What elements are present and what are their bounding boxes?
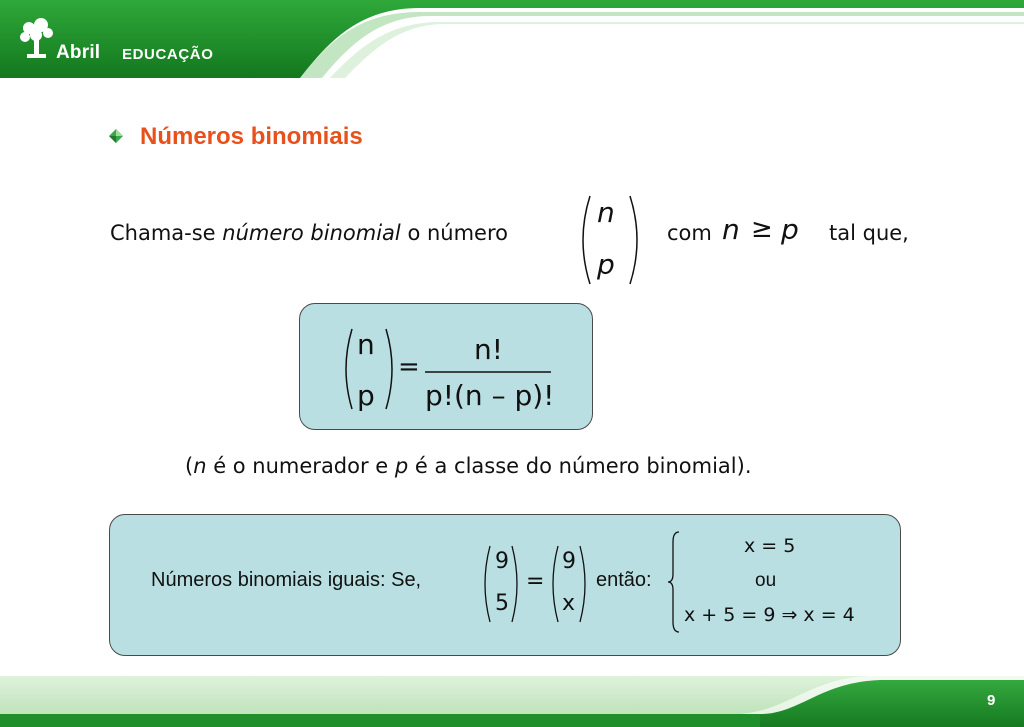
header-band: [0, 0, 1024, 78]
formula-lower: p: [357, 379, 375, 412]
page-number: 9: [987, 692, 996, 709]
left-binomial-upper: 9: [495, 549, 509, 574]
tree-logo-icon: [18, 16, 54, 60]
binomial-lower: p: [597, 248, 615, 281]
definition-prefix: Chama-se: [110, 221, 223, 245]
formula-equals: =: [398, 352, 420, 382]
formula-upper: n: [357, 328, 375, 361]
brand-name: Abril: [56, 42, 101, 63]
right-binomial-lower: x: [562, 591, 576, 616]
brand-subtitle: EDUCAÇÃO: [122, 46, 214, 63]
slide-title: Números binomiais: [140, 123, 363, 150]
fraction-bar: [425, 370, 553, 374]
diamond-bullet-icon: [108, 128, 124, 144]
note-n: n: [193, 454, 207, 478]
definition-term: número binomial: [222, 221, 401, 245]
note-open: (: [185, 454, 194, 478]
definition-mid: o número: [400, 221, 508, 245]
footer-background: [0, 670, 1024, 727]
note-sentence: [185, 454, 752, 478]
left-binomial-lower: 5: [495, 591, 509, 616]
binomial-upper: n: [597, 196, 615, 229]
note-part1: é o numerador e: [206, 454, 395, 478]
case-x-plus-5: x + 5 = 9 ⇒ x = 4: [684, 604, 855, 626]
condition-n: n: [722, 213, 740, 246]
right-binomial-upper: 9: [562, 549, 576, 574]
footer-band: [0, 670, 1024, 727]
definition-sentence: [110, 221, 508, 245]
formula-numerator: n!: [474, 333, 503, 366]
equal-binomials-equals: =: [526, 569, 545, 594]
equal-binomials-label: Números binomiais iguais: Se,: [151, 569, 422, 591]
definition-suffix: tal que,: [829, 221, 909, 245]
com-word: com: [667, 221, 712, 245]
then-word: então:: [596, 569, 652, 591]
note-part2: é a classe do número binomial).: [408, 454, 752, 478]
cases-brace: [666, 530, 682, 634]
condition-p: p: [781, 213, 799, 246]
case-or: ou: [755, 570, 777, 591]
formula-denominator: p!(n – p)!: [425, 379, 555, 412]
case-x-equals-5: x = 5: [744, 535, 796, 557]
condition-geq: ≥: [751, 214, 773, 244]
abril-logo: [18, 16, 258, 66]
note-p: p: [394, 454, 409, 478]
